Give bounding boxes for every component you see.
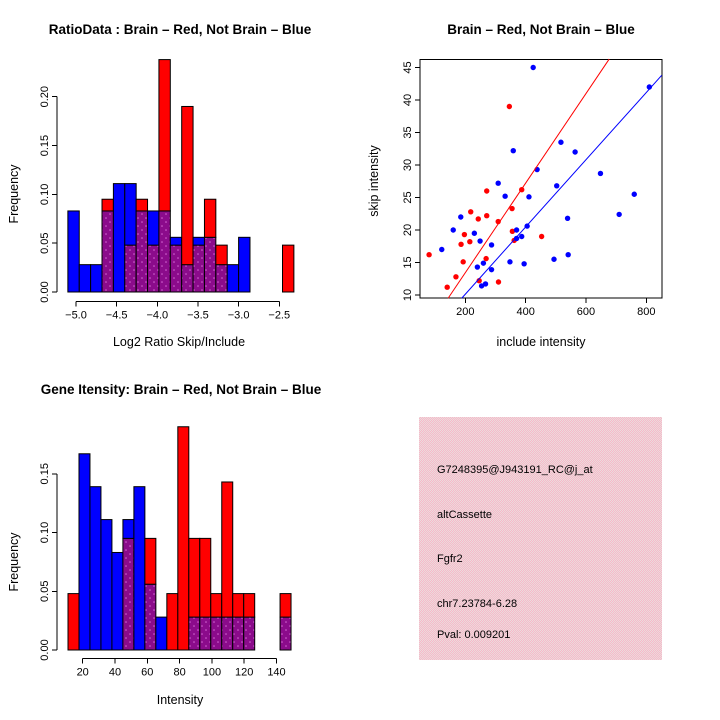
histogram-bar (178, 427, 189, 650)
histogram-bar (233, 594, 244, 618)
not-brain-point (514, 227, 519, 232)
ratio-histogram-title: RatioData : Brain – Red, Not Brain – Blue (48, 22, 312, 37)
brain-point (539, 234, 544, 239)
brain-point (476, 216, 481, 221)
histogram-bar (211, 594, 222, 618)
locus-text: chr7.23784-6.28 (437, 598, 518, 610)
y-tick-label: 15 (402, 256, 414, 269)
x-tick-label: 800 (637, 306, 656, 318)
histogram-bar (204, 199, 215, 237)
scatter-ylabel: skip intensity (367, 145, 381, 217)
histogram-bar (244, 617, 255, 650)
x-tick-label: 100 (202, 666, 222, 679)
not-brain-point (632, 192, 637, 197)
x-tick-label: −2.5 (268, 309, 291, 322)
not-brain-point (554, 183, 559, 188)
histogram-bar (200, 617, 211, 650)
y-tick-label: 0.05 (39, 580, 51, 602)
y-tick-label: 0.10 (39, 183, 51, 206)
not-brain-point (483, 281, 488, 286)
event-type-text: altCassette (437, 509, 493, 521)
brain-point (444, 285, 449, 290)
histogram-bar (101, 520, 112, 650)
not-brain-point (458, 214, 463, 219)
gene-name-text: Fgfr2 (437, 553, 463, 565)
not-brain-point (502, 194, 507, 199)
brain-point (483, 256, 488, 261)
histogram-bar (125, 245, 136, 292)
x-tick-label: 200 (456, 306, 475, 318)
not-brain-point (526, 194, 531, 199)
x-tick-label: −3.0 (227, 309, 250, 322)
histogram-bar (170, 237, 181, 245)
x-tick-label: 400 (516, 306, 535, 318)
histogram-bar (280, 594, 291, 618)
not-brain-point (451, 227, 456, 232)
y-tick-label: 0.00 (39, 281, 51, 303)
histogram-bar (156, 617, 167, 650)
histogram-bar (102, 211, 113, 292)
histogram-bar (233, 617, 244, 650)
histogram-bar (134, 487, 145, 650)
y-tick-label: 0.05 (39, 232, 51, 254)
not-brain-point (519, 234, 524, 239)
histogram-bar (189, 538, 200, 617)
y-tick-label: 40 (402, 93, 414, 107)
histogram-bar (136, 199, 147, 211)
not-brain-point (489, 242, 494, 247)
not-brain-point (551, 257, 556, 262)
gene-info-panel (419, 417, 662, 660)
histogram-bar (125, 184, 136, 246)
gene-intensity-histogram-title: Gene Itensity: Brain – Red, Not Brain – Blue (40, 382, 322, 397)
histogram-bar (182, 265, 193, 292)
y-tick-label: 10 (402, 288, 414, 302)
brain-point (460, 259, 465, 264)
histogram-bar (148, 245, 159, 292)
not-brain-point (495, 181, 500, 186)
brain-point (458, 242, 463, 247)
histogram-bar (193, 237, 204, 245)
x-tick-label: 120 (235, 666, 254, 679)
not-brain-point (598, 171, 603, 176)
histogram-bar (102, 199, 113, 211)
gene-intensity-histogram (39, 427, 291, 679)
y-tick-label: 0.20 (39, 85, 51, 108)
histogram-bar (170, 245, 181, 292)
histogram-bar (200, 538, 211, 617)
histogram-bar (68, 594, 79, 650)
ratio-histogram-xlabel: Log2 Ratio Skip/Include (112, 335, 246, 349)
histogram-bar (239, 237, 250, 292)
x-tick-label: −4.0 (146, 309, 169, 322)
histogram-bar (68, 211, 79, 292)
histogram-bar (189, 617, 200, 650)
gene-intensity-histogram-ylabel: Frequency (7, 532, 21, 592)
gene-intensity-histogram-xlabel: Intensity (156, 693, 204, 707)
x-tick-label: −5.0 (65, 309, 87, 322)
y-tick-label: 35 (402, 126, 414, 139)
histogram-bar (159, 60, 170, 211)
histogram-bar (148, 211, 159, 245)
histogram-bar (159, 211, 170, 292)
histogram-bar (222, 617, 233, 650)
brain-point (453, 274, 458, 279)
brain-point (462, 232, 467, 237)
histogram-bar (182, 106, 193, 264)
histogram-bar (283, 245, 294, 292)
not-brain-point (558, 140, 563, 145)
histogram-bar (280, 617, 291, 650)
brain-regression-line (448, 59, 609, 298)
not-brain-point (472, 231, 477, 236)
histogram-bar (216, 265, 227, 292)
histogram-bar (204, 237, 215, 292)
x-tick-label: 80 (173, 666, 186, 679)
x-tick-label: −3.5 (187, 309, 209, 322)
x-tick-label: 140 (267, 666, 286, 679)
histogram-bar (222, 482, 233, 617)
histogram-bar (112, 552, 123, 650)
not-brain-point (521, 261, 526, 266)
not-brain-regression-line (462, 75, 662, 298)
x-tick-label: −4.5 (105, 309, 128, 322)
x-tick-label: 600 (576, 306, 596, 318)
y-tick-label: 20 (402, 223, 414, 237)
histogram-bar (123, 520, 134, 539)
histogram-bar (227, 265, 238, 292)
histogram-bar (90, 487, 101, 650)
not-brain-point (439, 247, 444, 252)
histogram-bar (145, 584, 156, 650)
histogram-bar (79, 454, 90, 650)
not-brain-point (475, 264, 480, 269)
scatter-title: Brain – Red, Not Brain – Blue (447, 22, 635, 37)
not-brain-point (530, 65, 535, 70)
ratio-histogram (39, 60, 294, 322)
y-tick-label: 0.00 (39, 639, 51, 661)
not-brain-point (477, 238, 482, 243)
x-tick-label: 40 (108, 666, 122, 679)
not-brain-point (565, 216, 570, 221)
histogram-bar (145, 538, 156, 584)
histogram-bar (167, 594, 178, 650)
not-brain-point (481, 260, 486, 265)
not-brain-point (565, 252, 570, 257)
ratio-histogram-ylabel: Frequency (7, 164, 21, 224)
not-brain-point (572, 149, 577, 154)
scatter-xlabel: include intensity (496, 335, 586, 349)
brain-point (468, 209, 473, 214)
brain-point (426, 252, 431, 257)
probe-id-text: G7248395@J943191_RC@j_at (437, 464, 593, 476)
y-tick-label: 45 (402, 61, 414, 74)
histogram-bar (136, 211, 147, 292)
histogram-bar (244, 594, 255, 618)
brain-point (496, 279, 501, 284)
x-tick-label: 60 (141, 666, 154, 679)
histogram-bar (91, 265, 102, 292)
y-tick-label: 0.10 (39, 521, 51, 544)
not-brain-point (616, 212, 621, 217)
y-tick-label: 0.15 (39, 463, 51, 485)
brain-point (484, 213, 489, 218)
x-tick-label: 20 (76, 666, 89, 679)
not-brain-point (511, 148, 516, 153)
plot-frame (420, 60, 662, 299)
brain-point (467, 239, 472, 244)
histogram-bar (113, 184, 124, 292)
y-tick-label: 25 (402, 191, 414, 204)
histogram-bar (216, 245, 227, 265)
not-brain-point (507, 259, 512, 264)
brain-point (507, 104, 512, 109)
histogram-bar (193, 245, 204, 292)
histogram-bar (211, 617, 222, 650)
scatter-plot (402, 59, 662, 318)
brain-point (484, 188, 489, 193)
histogram-bar (79, 265, 90, 292)
y-tick-label: 0.15 (39, 134, 51, 157)
pval-text: Pval: 0.009201 (437, 629, 511, 641)
histogram-bar (123, 538, 134, 650)
y-tick-label: 30 (402, 158, 414, 172)
